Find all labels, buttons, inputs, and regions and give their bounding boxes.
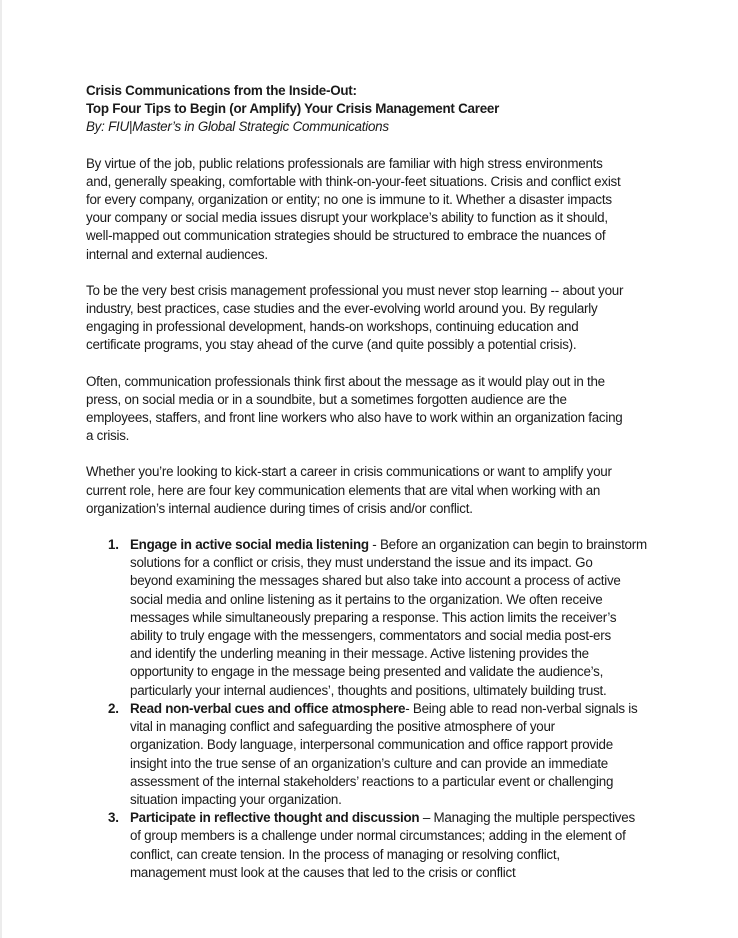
paragraph-line: well-mapped out communication strategies should be structured to embrace the nuances of bbox=[86, 228, 606, 244]
tip-line: solutions for a conflict or crisis, they must understand the issue and its impact. Go bbox=[130, 555, 593, 571]
tip-line: and identify the underling meaning in their message. Active listening provides the bbox=[130, 646, 589, 662]
tip-heading: Participate in reflective thought and discussion bbox=[130, 810, 420, 826]
document-header bbox=[86, 82, 666, 137]
paragraph-line: organization’s internal audience during times of crisis and/or conflict. bbox=[86, 500, 473, 516]
tip-line: ability to truly engage with the messengers, commentators and social media post-ers bbox=[130, 628, 611, 644]
tip-line: insight into the true sense of an organization’s culture and can provide an immediate bbox=[130, 755, 608, 771]
tip-number: 3. bbox=[108, 810, 119, 826]
tips-list bbox=[86, 536, 666, 882]
paragraph-learning bbox=[86, 282, 666, 355]
tip-line: particularly your internal audiences’, thoughts and positions, ultimately building trust. bbox=[130, 682, 607, 698]
paragraph-line: internal and external audiences. bbox=[86, 246, 268, 262]
tip-line: organization. Body language, interpersonal communication and office rapport provide bbox=[130, 737, 613, 753]
tip-item-2 bbox=[86, 700, 666, 809]
tip-text: - Being able to read non-verbal signals is bbox=[405, 700, 638, 716]
paragraph-line: industry, best practices, case studies and the ever-evolving world around you. By regularly bbox=[86, 301, 598, 317]
title-line-2: Top Four Tips to Begin (or Amplify) Your Crisis Management Career bbox=[86, 101, 500, 117]
paragraph-line: engaging in professional development, hands-on workshops, continuing education and bbox=[86, 319, 579, 335]
title-line-1: Crisis Communications from the Inside-Out: bbox=[86, 83, 357, 98]
paragraph-line: Whether you’re looking to kick-start a career in crisis communications or want to amplify your bbox=[86, 464, 612, 480]
tip-line: opportunity to engage in the message being presented and validate the audience’s, bbox=[130, 664, 604, 680]
paragraph-intro bbox=[86, 155, 666, 264]
paragraph-line: certificate programs, you stay ahead of the curve (and quite possibly a potential crisis). bbox=[86, 337, 577, 353]
paragraph-line: and, generally speaking, comfortable with think-on-your-feet situations. Crisis and conflict exist bbox=[86, 173, 621, 189]
tip-text: - Before an organization can begin to brainstorm bbox=[368, 537, 647, 553]
tip-line: conflict, can create tension. In the process of managing or resolving conflict, bbox=[130, 846, 560, 862]
byline: By: FIU|Master’s in Global Strategic Communications bbox=[86, 119, 389, 135]
tip-text: – Managing the multiple perspectives bbox=[419, 810, 635, 826]
tip-line: of group members is a challenge under normal circumstances; adding in the element of bbox=[130, 828, 626, 844]
paragraph-line: a crisis. bbox=[86, 428, 130, 444]
paragraph-line: press, on social media or in a soundbite, but a sometimes forgotten audience are the bbox=[86, 391, 567, 407]
tip-item-3 bbox=[86, 809, 666, 882]
paragraph-line: for every company, organization or entity; no one is immune to it. Whether a disaster impacts bbox=[86, 192, 612, 208]
tip-number: 1. bbox=[108, 537, 119, 553]
tip-line: social media and online listening as it pertains to the organization. We often receive bbox=[130, 591, 603, 607]
tip-line: assessment of the internal stakeholders’ reactions to a particular event or challenging bbox=[130, 773, 614, 789]
tip-line: beyond examining the messages shared but also take into account a process of active bbox=[130, 573, 621, 589]
paragraph-audience bbox=[86, 373, 666, 446]
paragraph-lead-in bbox=[86, 463, 666, 518]
tip-line: vital in managing conflict and safeguarding the positive atmosphere of your bbox=[130, 719, 555, 735]
document-body bbox=[86, 82, 666, 882]
tip-number: 2. bbox=[108, 700, 119, 716]
tip-line: management must look at the causes that led to the crisis or conflict bbox=[130, 864, 516, 880]
paragraph-line: employees, staffers, and front line workers who also have to work within an organization facing bbox=[86, 410, 623, 426]
paragraph-line: current role, here are four key communication elements that are vital when working with an bbox=[86, 482, 601, 498]
paragraph-line: Often, communication professionals think first about the message as it would play out in the bbox=[86, 373, 605, 389]
tip-heading: Read non-verbal cues and office atmosphere bbox=[130, 700, 406, 716]
tip-line: messages while simultaneously preparing a response. This action limits the receiver’s bbox=[130, 609, 617, 625]
tip-item-1 bbox=[86, 536, 666, 700]
paragraph-line: your company or social media issues disrupt your workplace’s ability to function as it should, bbox=[86, 210, 608, 226]
tip-heading: Engage in active social media listening bbox=[130, 537, 369, 553]
tip-line: situation impacting your organization. bbox=[130, 791, 342, 807]
paragraph-line: To be the very best crisis management professional you must never stop learning -- about your bbox=[86, 282, 624, 298]
paragraph-line: By virtue of the job, public relations professionals are familiar with high stress environments bbox=[86, 155, 603, 171]
